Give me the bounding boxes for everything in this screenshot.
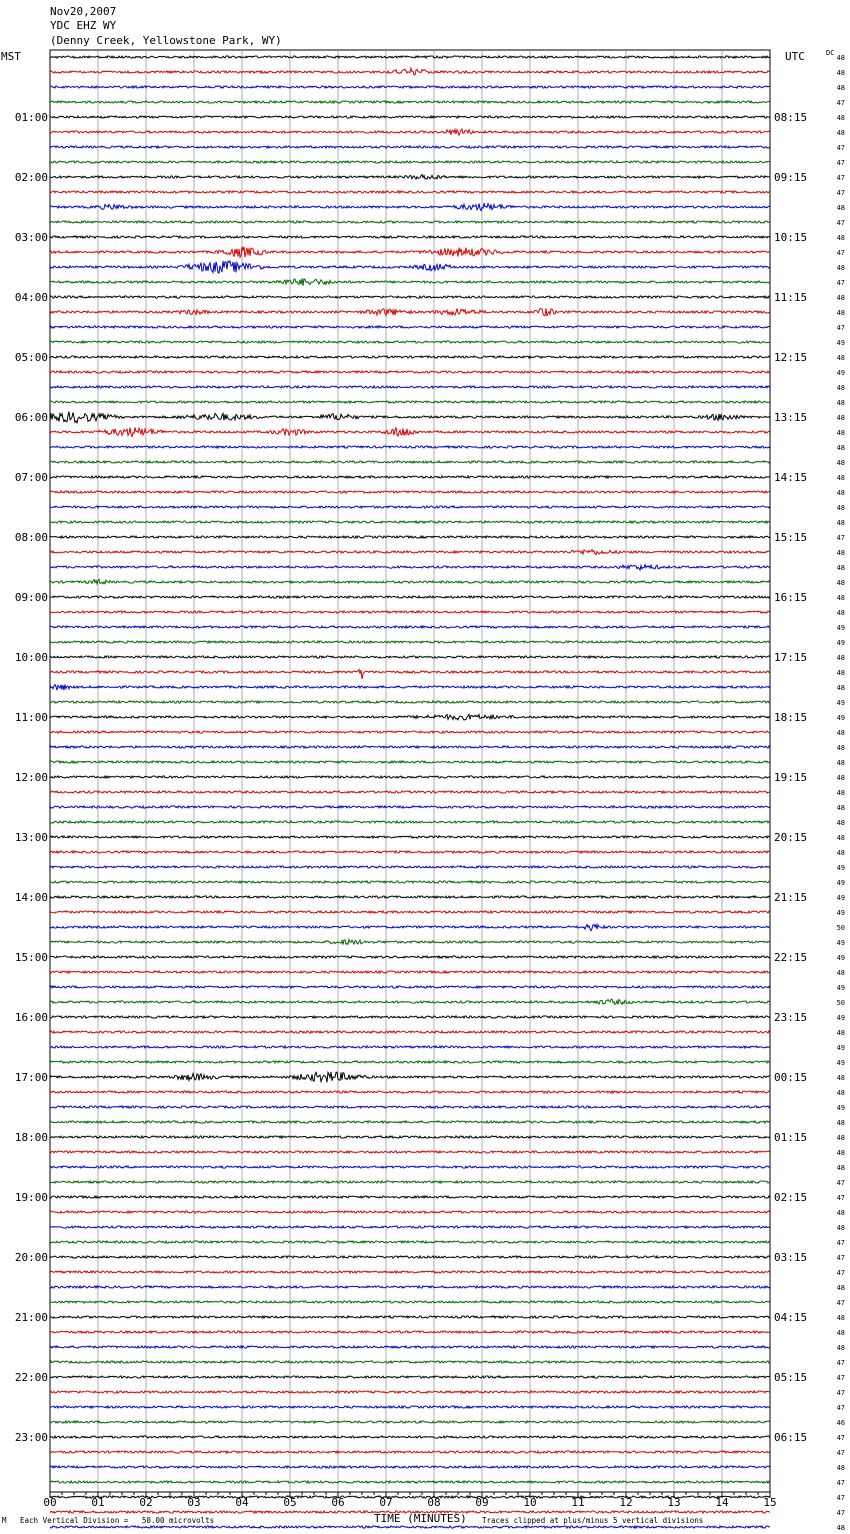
trace-line xyxy=(50,1046,770,1048)
utc-hour-label: 12:15 xyxy=(774,351,808,364)
dc-offset-value: 48 xyxy=(836,504,845,512)
dc-offset-value: 48 xyxy=(836,1209,845,1217)
dc-offset-value: 49 xyxy=(836,1014,845,1022)
dc-offset-value: 47 xyxy=(836,1389,845,1397)
trace-line xyxy=(50,86,770,88)
trace-line xyxy=(50,101,770,103)
dc-offset-value: 48 xyxy=(836,114,845,122)
trace-line xyxy=(50,1436,770,1438)
dc-offset-value: 49 xyxy=(836,639,845,647)
local-hour-label: 17:00 xyxy=(14,1071,48,1084)
trace-line xyxy=(50,999,770,1004)
trace-line xyxy=(50,427,770,436)
trace-line xyxy=(50,971,770,973)
trace-line xyxy=(50,536,770,538)
trace-line xyxy=(50,161,770,163)
utc-hour-label: 17:15 xyxy=(774,651,808,664)
corner-mark: M xyxy=(2,1516,7,1525)
dc-offset-value: 49 xyxy=(836,894,845,902)
dc-offset-value: 48 xyxy=(836,1029,845,1037)
dc-offset-value: 48 xyxy=(836,1329,845,1337)
trace-line xyxy=(50,1391,770,1393)
dc-offset-value: 48 xyxy=(836,1074,845,1082)
trace-line xyxy=(50,626,770,628)
trace-line xyxy=(50,521,770,523)
x-tick-label: 09 xyxy=(475,1496,489,1509)
trace-line xyxy=(50,1301,770,1303)
trace-line xyxy=(50,401,770,403)
dc-offset-value: 48 xyxy=(836,84,845,92)
trace-line xyxy=(50,641,770,643)
trace-line xyxy=(50,836,770,838)
dc-offset-value: 48 xyxy=(836,384,845,392)
utc-hour-label: 01:15 xyxy=(774,1131,808,1144)
trace-line xyxy=(50,701,770,703)
trace-line xyxy=(50,685,770,691)
dc-offset-value: 47 xyxy=(836,144,845,152)
dc-offset-value: 48 xyxy=(836,849,845,857)
dc-offset-value: 47 xyxy=(836,1434,845,1442)
x-tick-label: 03 xyxy=(187,1496,201,1509)
trace-line xyxy=(50,1406,770,1408)
chart-date: Nov20,2007 xyxy=(50,5,117,18)
dc-offset-value: 48 xyxy=(836,789,845,797)
trace-line xyxy=(50,1136,770,1138)
dc-offset-value: 49 xyxy=(836,1104,845,1112)
local-hour-label: 13:00 xyxy=(14,831,48,844)
dc-offset-value: 48 xyxy=(836,654,845,662)
trace-line xyxy=(50,1061,770,1063)
local-hour-label: 03:00 xyxy=(14,231,48,244)
utc-hour-label: 06:15 xyxy=(774,1431,808,1444)
trace-line xyxy=(50,1151,770,1153)
local-hour-label: 10:00 xyxy=(14,651,48,664)
dc-offset-value: 47 xyxy=(836,534,845,542)
utc-hour-label: 00:15 xyxy=(774,1071,808,1084)
trace-line xyxy=(50,1376,770,1378)
utc-hour-label: 20:15 xyxy=(774,831,808,844)
trace-line xyxy=(50,1196,770,1198)
dc-offset-value: 47 xyxy=(836,1374,845,1382)
dc-offset-value: 48 xyxy=(836,69,845,77)
dc-offset-value: 48 xyxy=(836,1164,845,1172)
local-hour-label: 20:00 xyxy=(14,1251,48,1264)
local-hour-label: 04:00 xyxy=(14,291,48,304)
dc-offset-value: 48 xyxy=(836,1089,845,1097)
utc-hour-label: 13:15 xyxy=(774,411,808,424)
dc-offset-value: 47 xyxy=(836,159,845,167)
dc-offset-value: 48 xyxy=(836,1314,845,1322)
dc-offset-value: 48 xyxy=(836,444,845,452)
trace-line xyxy=(50,1361,770,1363)
local-hour-label: 19:00 xyxy=(14,1191,48,1204)
x-tick-label: 06 xyxy=(331,1496,345,1509)
dc-offset-value: 48 xyxy=(836,579,845,587)
trace-line xyxy=(50,175,770,180)
dc-offset-value: 48 xyxy=(836,759,845,767)
trace-line xyxy=(50,412,770,423)
trace-line xyxy=(50,278,770,285)
trace-line xyxy=(50,1526,770,1528)
dc-offset-value: 49 xyxy=(836,714,845,722)
dc-offset-value: 47 xyxy=(836,324,845,332)
local-hour-label: 09:00 xyxy=(14,591,48,604)
dc-offset-value: 48 xyxy=(836,309,845,317)
utc-hour-label: 18:15 xyxy=(774,711,808,724)
dc-offset-value: 47 xyxy=(836,174,845,182)
utc-hour-label: 02:15 xyxy=(774,1191,808,1204)
trace-line xyxy=(50,1331,770,1333)
dc-offset-value: 48 xyxy=(836,1524,845,1532)
local-hour-label: 18:00 xyxy=(14,1131,48,1144)
trace-line xyxy=(50,296,770,298)
dc-offset-value: 48 xyxy=(836,54,845,62)
dc-offset-value: 49 xyxy=(836,939,845,947)
dc-offset-value: 48 xyxy=(836,474,845,482)
dc-offset-value: 49 xyxy=(836,1059,845,1067)
trace-line xyxy=(50,1121,770,1123)
utc-hour-label: 19:15 xyxy=(774,771,808,784)
trace-line xyxy=(50,1451,770,1453)
dc-offset-value: 48 xyxy=(836,429,845,437)
trace-line xyxy=(50,506,770,508)
trace-line xyxy=(50,669,770,679)
local-hour-label: 14:00 xyxy=(14,891,48,904)
trace-line xyxy=(50,1481,770,1483)
trace-line xyxy=(50,1286,770,1288)
trace-line xyxy=(50,1271,770,1273)
local-hour-label: 11:00 xyxy=(14,711,48,724)
x-tick-label: 00 xyxy=(43,1496,57,1509)
trace-line xyxy=(50,1016,770,1018)
local-hour-label: 01:00 xyxy=(14,111,48,124)
dc-offset-value: 49 xyxy=(836,909,845,917)
dc-offset-value: 48 xyxy=(836,684,845,692)
trace-line xyxy=(50,911,770,913)
x-tick-label: 04 xyxy=(235,1496,249,1509)
local-hour-label: 02:00 xyxy=(14,171,48,184)
dc-offset-value: 47 xyxy=(836,1239,845,1247)
x-axis-label: TIME (MINUTES) xyxy=(374,1512,467,1525)
dc-offset-value: 49 xyxy=(836,369,845,377)
trace-line xyxy=(50,940,770,945)
trace-line xyxy=(50,1421,770,1423)
dc-offset-value: 49 xyxy=(836,699,845,707)
dc-offset-value: 48 xyxy=(836,834,845,842)
trace-line xyxy=(50,146,770,148)
dc-offset-value: 48 xyxy=(836,1149,845,1157)
trace-line xyxy=(50,247,770,258)
trace-line xyxy=(50,309,770,317)
utc-hour-label: 15:15 xyxy=(774,531,808,544)
trace-line xyxy=(50,806,770,808)
dc-offset-value: 48 xyxy=(836,669,845,677)
dc-offset-value: 48 xyxy=(836,264,845,272)
trace-line xyxy=(50,236,770,238)
utc-hour-label: 16:15 xyxy=(774,591,808,604)
local-time-axis-label: MST xyxy=(1,50,21,63)
trace-line xyxy=(50,461,770,463)
trace-line xyxy=(50,1466,770,1468)
dc-offset-value: 47 xyxy=(836,1269,845,1277)
dc-offset-value: 47 xyxy=(836,1359,845,1367)
x-tick-label: 14 xyxy=(715,1496,729,1509)
trace-line xyxy=(50,579,770,584)
dc-offset-value: 48 xyxy=(836,414,845,422)
dc-offset-value: 48 xyxy=(836,729,845,737)
local-hour-label: 08:00 xyxy=(14,531,48,544)
local-hour-label: 23:00 xyxy=(14,1431,48,1444)
utc-hour-label: 11:15 xyxy=(774,291,808,304)
dc-offset-value: 47 xyxy=(836,1479,845,1487)
dc-offset-value: 49 xyxy=(836,339,845,347)
trace-line xyxy=(50,791,770,793)
dc-offset-value: 48 xyxy=(836,129,845,137)
trace-line xyxy=(50,476,770,478)
dc-offset-value: 49 xyxy=(836,624,845,632)
trace-line xyxy=(50,341,770,343)
local-hour-label: 21:00 xyxy=(14,1311,48,1324)
dc-offset-value: 48 xyxy=(836,459,845,467)
utc-hour-label: 09:15 xyxy=(774,171,808,184)
utc-time-axis-label: UTC xyxy=(785,50,805,63)
dc-offset-value: 47 xyxy=(836,1254,845,1262)
utc-hour-label: 10:15 xyxy=(774,231,808,244)
trace-line xyxy=(50,611,770,613)
trace-line xyxy=(50,896,770,898)
x-tick-label: 07 xyxy=(379,1496,393,1509)
dc-offset-value: 47 xyxy=(836,1404,845,1412)
trace-line xyxy=(50,221,770,223)
dc-offset-value: 48 xyxy=(836,1284,845,1292)
utc-hour-label: 04:15 xyxy=(774,1311,808,1324)
trace-line xyxy=(50,1106,770,1108)
trace-line xyxy=(50,1166,770,1168)
utc-hour-label: 03:15 xyxy=(774,1251,808,1264)
dc-offset-value: 48 xyxy=(836,744,845,752)
trace-line xyxy=(50,356,770,358)
dc-offset-value: 47 xyxy=(836,1194,845,1202)
trace-line xyxy=(50,261,770,273)
dc-offset-value: 48 xyxy=(836,399,845,407)
trace-line xyxy=(50,1072,770,1083)
dc-offset-value: 47 xyxy=(836,219,845,227)
dc-offset-value: 50 xyxy=(836,999,845,1007)
trace-line xyxy=(50,714,770,720)
dc-offset-value: 48 xyxy=(836,774,845,782)
local-hour-label: 15:00 xyxy=(14,951,48,964)
station-code: YDC EHZ WY xyxy=(50,19,117,32)
trace-line xyxy=(50,1031,770,1033)
trace-line xyxy=(50,1496,770,1498)
utc-hour-label: 22:15 xyxy=(774,951,808,964)
dc-offset-value: 47 xyxy=(836,1509,845,1517)
trace-line xyxy=(50,446,770,448)
dc-offset-value: 48 xyxy=(836,549,845,557)
dc-offset-value: 48 xyxy=(836,1224,845,1232)
utc-hour-label: 14:15 xyxy=(774,471,808,484)
trace-line xyxy=(50,731,770,733)
trace-line xyxy=(50,68,770,75)
trace-line xyxy=(50,986,770,988)
dc-offset-value: 49 xyxy=(836,954,845,962)
dc-offset-value: 47 xyxy=(836,1449,845,1457)
trace-line xyxy=(50,203,770,210)
trace-line xyxy=(50,1316,770,1318)
x-tick-label: 08 xyxy=(427,1496,441,1509)
trace-line xyxy=(50,1181,770,1183)
dc-offset-value: 47 xyxy=(836,279,845,287)
x-tick-label: 01 xyxy=(91,1496,105,1509)
local-hour-label: 12:00 xyxy=(14,771,48,784)
trace-line xyxy=(50,1091,770,1093)
trace-line xyxy=(50,326,770,328)
x-tick-label: 12 xyxy=(619,1496,633,1509)
dc-offset-value: 48 xyxy=(836,294,845,302)
trace-line xyxy=(50,1256,770,1258)
dc-offset-value: 48 xyxy=(836,489,845,497)
trace-line xyxy=(50,956,770,958)
trace-line xyxy=(50,386,770,388)
x-tick-label: 02 xyxy=(139,1496,153,1509)
dc-offset-value: 47 xyxy=(836,1494,845,1502)
dc-offset-value: 49 xyxy=(836,864,845,872)
dc-offset-value: 48 xyxy=(836,354,845,362)
dc-offset-value: 48 xyxy=(836,234,845,242)
trace-line xyxy=(50,371,770,373)
trace-line xyxy=(50,1211,770,1213)
scale-note: Each Vertical Division = 50.00 microvolts xyxy=(20,1516,215,1525)
trace-line xyxy=(50,565,770,570)
dc-offset-value: 47 xyxy=(836,99,845,107)
utc-hour-label: 08:15 xyxy=(774,111,808,124)
dc-offset-value: 48 xyxy=(836,1134,845,1142)
trace-line xyxy=(50,776,770,778)
local-hour-label: 05:00 xyxy=(14,351,48,364)
dc-offset-value: 49 xyxy=(836,984,845,992)
clip-note: Traces clipped at plus/minus 5 vertical divisions xyxy=(482,1516,704,1525)
dc-offset-value: 48 xyxy=(836,609,845,617)
dc-offset-value: 48 xyxy=(836,564,845,572)
local-hour-label: 16:00 xyxy=(14,1011,48,1024)
trace-line xyxy=(50,656,770,658)
station-location: (Denny Creek, Yellowstone Park, WY) xyxy=(50,34,282,47)
local-hour-label: 06:00 xyxy=(14,411,48,424)
trace-line xyxy=(50,596,770,598)
x-tick-label: 13 xyxy=(667,1496,681,1509)
utc-hour-label: 21:15 xyxy=(774,891,808,904)
local-hour-label: 07:00 xyxy=(14,471,48,484)
trace-line xyxy=(50,191,770,193)
trace-line xyxy=(50,1241,770,1243)
dc-offset-value: 48 xyxy=(836,819,845,827)
trace-line xyxy=(50,550,770,555)
trace-line xyxy=(50,821,770,823)
dc-offset-value: 48 xyxy=(836,204,845,212)
dc-offset-value: 48 xyxy=(836,1119,845,1127)
x-tick-label: 05 xyxy=(283,1496,297,1509)
trace-line xyxy=(50,491,770,493)
dc-offset-value: 48 xyxy=(836,1464,845,1472)
dc-offset-value: 48 xyxy=(836,969,845,977)
dc-offset-value: 49 xyxy=(836,1044,845,1052)
trace-line xyxy=(50,1346,770,1348)
dc-offset-value: 47 xyxy=(836,1179,845,1187)
dc-offset-value: 46 xyxy=(836,1419,845,1427)
local-hour-label: 22:00 xyxy=(14,1371,48,1384)
x-tick-label: 10 xyxy=(523,1496,537,1509)
utc-hour-label: 05:15 xyxy=(774,1371,808,1384)
trace-line xyxy=(50,56,770,58)
dc-offset-value: 48 xyxy=(836,1344,845,1352)
trace-line xyxy=(50,866,770,868)
utc-hour-label: 23:15 xyxy=(774,1011,808,1024)
trace-line xyxy=(50,851,770,853)
dc-offset-value: 47 xyxy=(836,1299,845,1307)
trace-line xyxy=(50,116,770,118)
x-tick-label: 15 xyxy=(763,1496,777,1509)
dc-offset-value: 48 xyxy=(836,804,845,812)
dc-offset-value: 47 xyxy=(836,249,845,257)
trace-line xyxy=(50,761,770,763)
dc-offset-value: 49 xyxy=(836,879,845,887)
dc-offset-value: 48 xyxy=(836,519,845,527)
dc-offset-value: 47 xyxy=(836,189,845,197)
trace-line xyxy=(50,925,770,931)
trace-line xyxy=(50,746,770,748)
trace-line xyxy=(50,881,770,883)
dc-offset-label: DC xyxy=(826,49,835,57)
dc-offset-value: 48 xyxy=(836,594,845,602)
trace-line xyxy=(50,129,770,135)
trace-line xyxy=(50,1226,770,1228)
x-tick-label: 11 xyxy=(571,1496,585,1509)
dc-offset-value: 50 xyxy=(836,924,845,932)
